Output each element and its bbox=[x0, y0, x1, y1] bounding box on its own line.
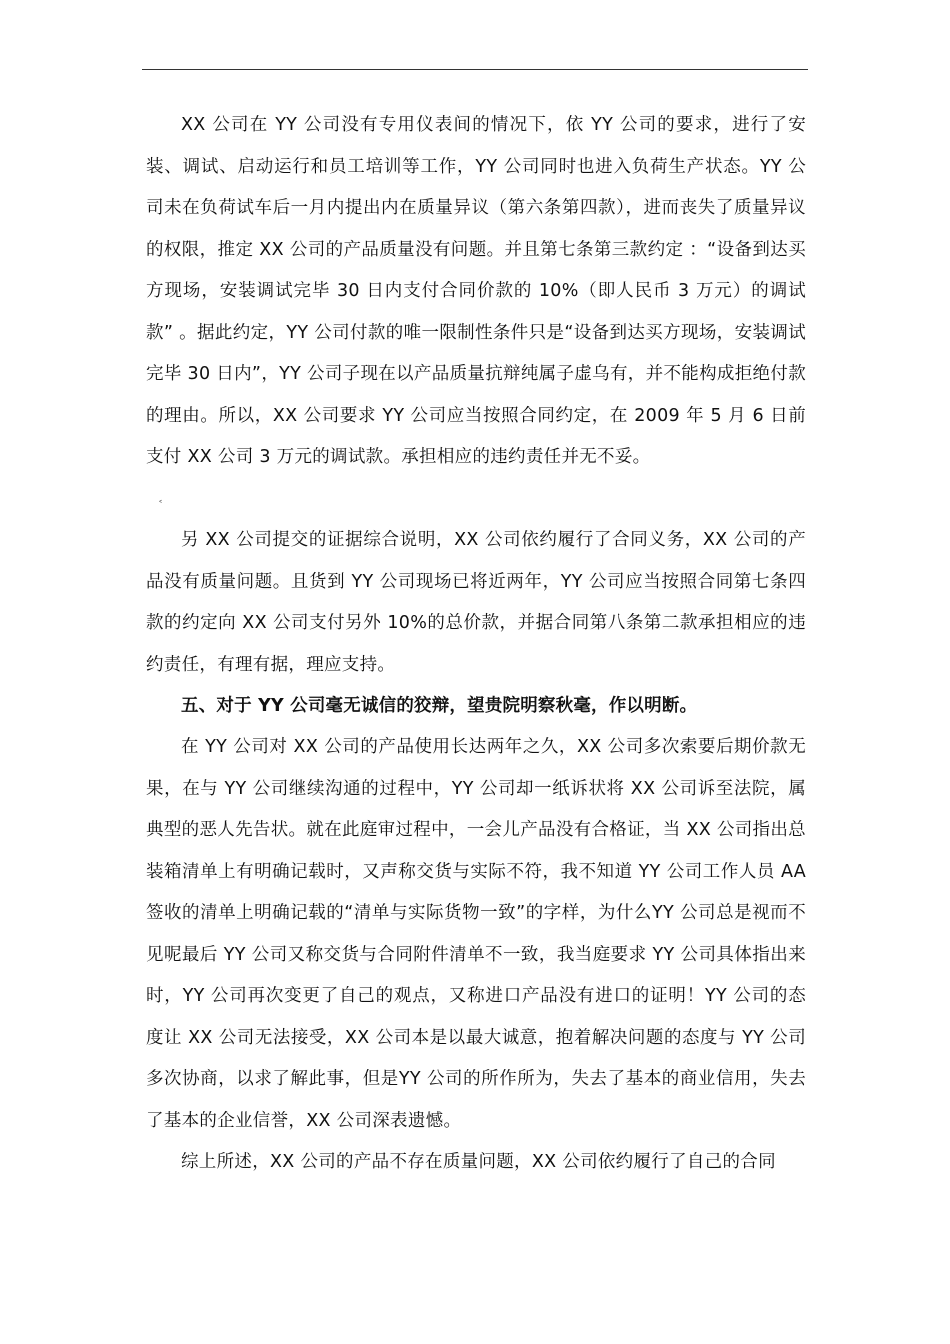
paragraph-evidence-summary: 另 XX 公司提交的证据综合说明，XX 公司依约履行了合同义务，XX 公司的产品没有质量问题。且货到 YY 公司现场已将近两年，YY 公司应当按照合同第七条四款的约定向 XX 公司支付另外 10%的总价款，并据合同第八条第二款承担相应的违约责任，有理有据，理应支持。 bbox=[146, 530, 806, 675]
paragraph-bad-faith: 在 YY 公司对 XX 公司的产品使用长达两年之久，XX 公司多次索要后期价款无果，在与 YY 公司继续沟通的过程中，YY 公司却一纸诉状将 XX 公司诉至法院，属典型的恶人先告状。就在此庭审过程中，一会儿产品没有合格证，当 XX 公司指出总装箱清单上有明确记载时，又声称交货与实际不符，我不知道 YY 公司工作人员 AA 签收的清单上明确记载的“清单与实际货物一致”的字样，为什么YY 公司总是视而不见呢最后 YY 公司又称交货与合同附件清单不一致，我当庭要求 YY 公司具体指出来时，YY 公司再次变更了自己的观点，又称进口产品没有进口的证明！YY 公司的态度让 XX 公司无法接受，XX 公司本是以最大诚意，抱着解决问题的态度与 YY 公司多次协商，以求了解此事，但是YY 公司的所作所为，失去了基本的商业信用，失去了基本的企业信誉，XX 公司深表遗憾。 bbox=[146, 737, 806, 1131]
section-heading-five: 五、对于 YY 公司毫无诚信的狡辩，望贵院明察秋毫，作以明断。 bbox=[181, 696, 698, 716]
paragraph-conclusion: 综上所述，XX 公司的产品不存在质量问题，XX 公司依约履行了自己的合同 bbox=[181, 1152, 776, 1172]
margin-mark: ˂ bbox=[158, 500, 163, 511]
header-rule bbox=[142, 69, 808, 70]
paragraph-debugging-payment: XX 公司在 YY 公司没有专用仪表间的情况下，依 YY 公司的要求，进行了安装、调试、启动运行和员工培训等工作，YY 公司同时也进入负荷生产状态。YY 公司未在负荷试车后一月内提出内在质量异议（第六条第四款），进而丧失了质量异议的权限，推定 XX 公司的产品质量没有问题。并且第七条第三款约定 ：“设备到达买方现场，安装调试完毕 30 日内支付合同价款的 10%（即人民币 3 万元）的调试款” 。据此约定，YY 公司付款的唯一限制性条件只是“设备到达买方现场，安装调试完毕 30 日内”，YY 公司子现在以产品质量抗辩纯属子虚乌有，并不能构成拒绝付款的理由。所以，XX 公司要求 YY 公司应当按照合同约定，在 2009 年 5 月 6 日前支付 XX 公司 3 万元的调试款。承担相应的违约责任并无不妥。 bbox=[146, 115, 806, 467]
